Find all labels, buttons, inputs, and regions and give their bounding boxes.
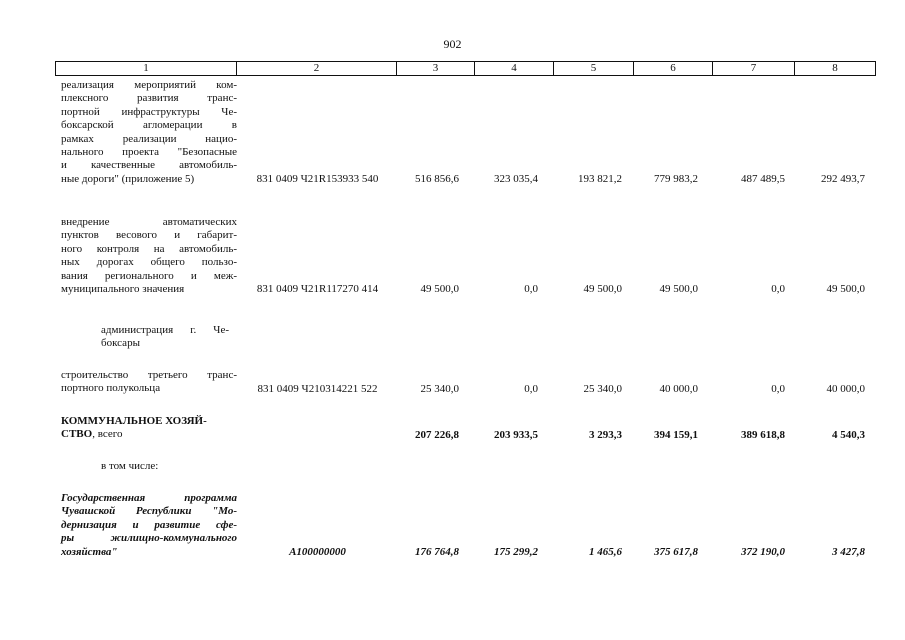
budget-code: 831 0409 Ч21R117270 414 — [256, 283, 379, 295]
value-col-4: 0,0 — [524, 383, 538, 395]
page-number: 902 — [443, 37, 462, 51]
description-line: пунктов весового и габарит- — [61, 229, 237, 242]
description-line: портного полукольца — [61, 382, 161, 395]
description-line: боксарской агломерации в — [61, 119, 237, 132]
header-col-1: 1 — [56, 62, 237, 76]
header-col-2: 2 — [237, 62, 397, 76]
value-col-7: 389 618,8 — [741, 429, 785, 441]
value-col-6: 49 500,0 — [659, 283, 698, 295]
value-col-7: 0,0 — [771, 283, 785, 295]
description-line: строительство третьего транс- — [61, 369, 237, 381]
budget-code: 831 0409 Ч21R153933 540 — [256, 173, 379, 185]
value-col-7: 0,0 — [771, 383, 785, 395]
description-line: ные дороги" (приложение 5) — [61, 172, 195, 185]
value-col-3: 176 764,8 — [415, 546, 459, 558]
header-col-4: 4 — [475, 62, 554, 76]
value-col-7: 372 190,0 — [741, 546, 785, 558]
description-line: Государственная программа — [61, 492, 237, 504]
description-line: дернизация и развитие сфе- — [61, 518, 237, 531]
header-col-8: 8 — [795, 62, 876, 76]
value-col-8: 3 427,8 — [832, 546, 865, 558]
value-col-5: 193 821,2 — [578, 173, 622, 185]
description-line: ных дорогах общего пользо- — [61, 256, 237, 269]
column-header-row — [55, 61, 876, 76]
header-col-6: 6 — [634, 62, 713, 76]
value-col-5: 1 465,6 — [589, 546, 622, 558]
description-line: портной инфраструктуры Че- — [61, 105, 237, 118]
row-description: в том числе: — [101, 460, 159, 472]
value-col-8: 49 500,0 — [826, 283, 865, 295]
header-col-7: 7 — [713, 62, 795, 76]
value-col-4: 175 299,2 — [494, 546, 538, 558]
value-col-6: 375 617,8 — [654, 546, 698, 558]
description-line: нального проекта "Безопасные — [61, 146, 237, 159]
section-title-cont: СТВО — [61, 428, 93, 441]
description-line: и качественные автомобиль- — [61, 159, 237, 172]
value-col-6: 779 983,2 — [654, 173, 698, 185]
value-col-5: 3 293,3 — [589, 429, 622, 441]
value-col-8: 4 540,3 — [832, 429, 865, 441]
value-col-6: 394 159,1 — [654, 429, 698, 441]
value-col-4: 0,0 — [524, 283, 538, 295]
description-line: внедрение автоматических — [61, 216, 237, 228]
value-col-4: 203 933,5 — [494, 429, 538, 441]
row-description — [61, 415, 237, 442]
description-line: ного контроля на автомобиль- — [61, 242, 237, 255]
value-col-4: 323 035,4 — [494, 173, 538, 185]
description-line: хозяйства" — [61, 545, 118, 558]
row-description — [61, 216, 237, 296]
budget-code: А100000000 — [289, 546, 346, 558]
row-description — [61, 492, 237, 559]
row-description — [61, 79, 237, 186]
row-description — [61, 369, 237, 396]
value-col-7: 487 489,5 — [741, 173, 785, 185]
description-line: муниципального значения — [61, 283, 185, 296]
description-line: рамках реализации нацио- — [61, 132, 237, 145]
value-col-8: 40 000,0 — [826, 383, 865, 395]
value-col-3: 516 856,6 — [415, 173, 459, 185]
description-line: ры жилищно-коммунального — [61, 532, 237, 545]
description-line: вания регионального и меж- — [61, 269, 237, 282]
value-col-3: 25 340,0 — [420, 383, 459, 395]
value-col-5: 25 340,0 — [583, 383, 622, 395]
value-col-6: 40 000,0 — [659, 383, 698, 395]
description-line: Чувашской Республики "Мо- — [61, 505, 237, 518]
value-col-8: 292 493,7 — [821, 173, 865, 185]
value-col-3: 207 226,8 — [415, 429, 459, 441]
value-col-5: 49 500,0 — [583, 283, 622, 295]
description-line: реализация мероприятий ком- — [61, 79, 237, 91]
description-line: плексного развития транс- — [61, 92, 237, 105]
budget-code: 831 0409 Ч210314221 522 — [257, 383, 378, 395]
description-line: администрация г. Че- — [101, 324, 229, 336]
header-col-5: 5 — [554, 62, 634, 76]
value-col-3: 49 500,0 — [420, 283, 459, 295]
description-line: боксары — [101, 337, 140, 350]
header-col-3: 3 — [397, 62, 475, 76]
section-suffix: , всего — [92, 428, 123, 441]
row-description — [101, 324, 229, 351]
section-title: КОММУНАЛЬНОЕ ХОЗЯЙ- — [61, 415, 207, 427]
